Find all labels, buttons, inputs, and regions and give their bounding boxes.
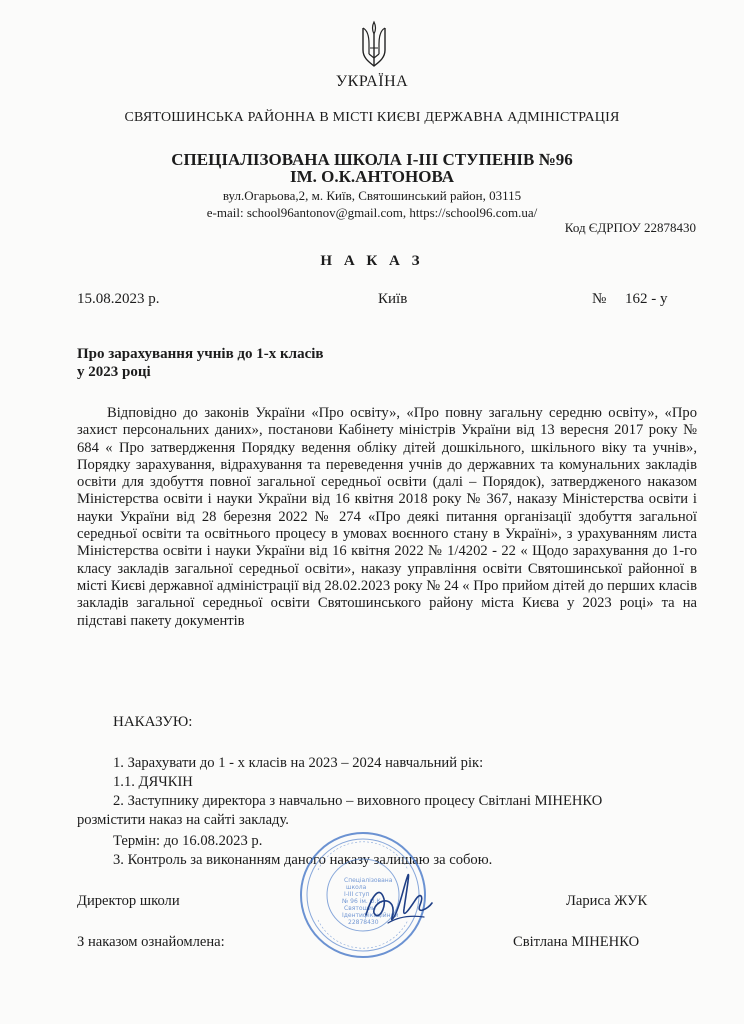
order-subject-line1: Про зарахування учнів до 1-х класів <box>77 346 324 362</box>
order-item-2: 2. Заступнику директора з навчально – виховного процесу Світлані МІНЕНКО <box>113 793 603 809</box>
svg-text:22878430: 22878430 <box>348 919 379 926</box>
order-subject-line2: у 2023 році <box>77 364 151 380</box>
order-body: Відповідно до законів України «Про освіту», «Про повну загальну середню освіту», «Про захист персональних даних», постанови Кабінету міністрів України від 13 вересня 2017 року № 684 « Про затвердження Порядку ведення обліку дітей дошкільного, шкільного віку та учнів», Порядку зарахування, відрахування та переведення учнів до державних та комунальних закладів освіти для здобуття повної загальної середньої освіти (далі – Порядок), затвердженого наказом Міністерства освіти і науки України від 16 квітня 2018 року № 367, наказу Міністерства освіти і науки України від 28 березня 2022 № 274 «Про деякі питання організації здобуття загальної середньої освіти та освітнього процесу в умовах воєнного стану в Україні», з урахуванням листа Міністерства освіти і науки України від 16 квітня 2022 № 1/4202 - 22 « Щодо зарахування до 1-го класу закладів загальної середньої освіти», наказу управління освіти Святошинської районної в місті Києві державної адміністрації від 28.02.2023 року № 24 « Про прийом дітей до перших класів закладів загальної середньої освіти Святошинського району міста Києва у 2023 році» та на підставі пакету документів <box>77 405 697 629</box>
acquainted-label: З наказом ознайомлена: <box>77 934 225 950</box>
trident-emblem-icon <box>359 20 389 68</box>
svg-text:І-ІІІ ступ: І-ІІІ ступ <box>344 891 370 898</box>
school-name-line1: СПЕЦІАЛІЗОВАНА ШКОЛА І-ІІІ СТУПЕНІВ №96 <box>171 150 573 169</box>
svg-text:Спеціалізована: Спеціалізована <box>344 877 393 884</box>
order-item-1-1: 1.1. ДЯЧКІН <box>113 774 193 790</box>
country-name: УКРАЇНА <box>335 73 409 90</box>
edrpou-code: Код ЄДРПОУ 22878430 <box>564 220 696 235</box>
director-signature-icon <box>358 865 438 935</box>
document-title: Н А К А З <box>320 253 424 269</box>
director-name: Лариса ЖУК <box>566 893 648 909</box>
order-date: 15.08.2023 р. <box>77 291 160 307</box>
school-address: вул.Огарьова,2, м. Київ, Святошинський район, 03115 <box>222 188 522 203</box>
order-item-1: 1. Зарахувати до 1 - х класів на 2023 – 2024 навчальний рік: <box>113 755 484 771</box>
svg-text:№ 96 ім. О.К.: № 96 ім. О.К. <box>342 898 383 905</box>
acquainted-name: Світлана МІНЕНКО <box>513 934 640 950</box>
svg-text:Ідентифікаційний: Ідентифікаційний <box>342 912 399 919</box>
order-subject <box>77 345 397 381</box>
order-number-sign: № <box>592 291 607 307</box>
director-label: Директор школи <box>77 893 180 909</box>
order-term: Термін: до 16.08.2023 р. <box>113 833 263 849</box>
order-item-3: 3. Контроль за виконанням даного наказу залишаю за собою. <box>113 852 493 868</box>
order-number: 162 - у <box>625 291 668 307</box>
order-city: Київ <box>378 291 408 307</box>
school-contacts: e-mail: school96antonov@gmail.com, https://school96.com.ua/ <box>206 205 538 220</box>
school-name-line2: ІМ. О.К.АНТОНОВА <box>289 167 455 186</box>
svg-text:школа: школа <box>346 884 367 891</box>
svg-text:Святошин: Святошин <box>344 905 376 912</box>
order-directive: НАКАЗУЮ: <box>113 714 193 730</box>
order-item-2-continuation: розмістити наказ на сайті закладу. <box>77 812 289 828</box>
administration-name: СВЯТОШИНСЬКА РАЙОННА В МІСТІ КИЄВІ ДЕРЖАВНА АДМІНІСТРАЦІЯ <box>124 110 620 125</box>
